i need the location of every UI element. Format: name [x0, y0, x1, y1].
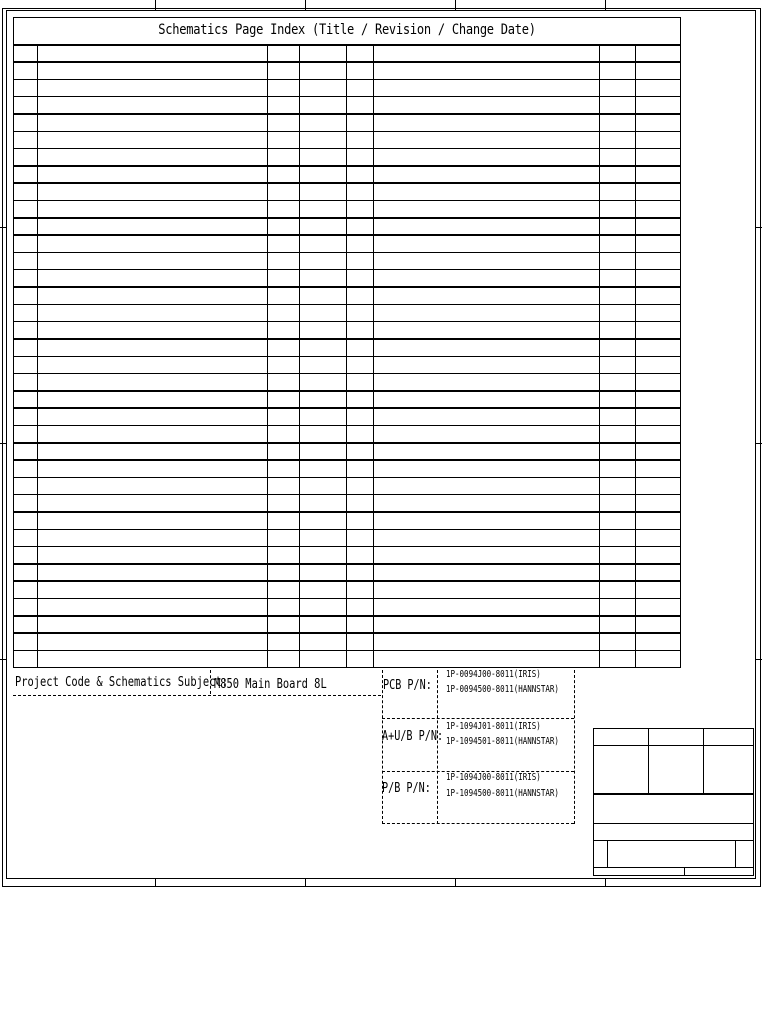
- index-row-line: [14, 373, 680, 375]
- title-block-line: [594, 867, 753, 868]
- index-row-line: [14, 182, 680, 184]
- index-row-line: [14, 96, 680, 98]
- pb-pn-line-1: 1P-1094J00-8011(IRIS): [446, 772, 541, 783]
- title-block-line: [594, 840, 753, 841]
- pb-pn-line-2: 1P-1094500-8011(HANNSTAR): [446, 788, 559, 799]
- index-column-line: [599, 44, 600, 667]
- pn-separator: [382, 718, 574, 719]
- index-row-line: [14, 356, 680, 358]
- index-row-line: [14, 511, 680, 513]
- index-row-line: [14, 615, 680, 617]
- index-row-line: [14, 407, 680, 409]
- aub-pn-line-2: 1P-1094501-8011(HANNSTAR): [446, 736, 559, 747]
- index-row-line: [14, 321, 680, 323]
- index-row-line: [14, 598, 680, 600]
- index-row-line: [14, 217, 680, 219]
- index-column-line: [37, 44, 38, 667]
- zone-tick: [605, 878, 606, 887]
- index-column-line: [267, 44, 268, 667]
- pn-right-edge: [574, 670, 575, 824]
- index-row-line: [14, 650, 680, 652]
- zone-tick: [305, 878, 306, 887]
- zone-tick: [155, 0, 156, 10]
- zone-tick: [0, 443, 6, 444]
- zone-tick: [305, 0, 306, 10]
- index-grid: [14, 44, 680, 667]
- index-row-line: [14, 580, 680, 582]
- index-row-line: [14, 286, 680, 288]
- index-row-line: [14, 113, 680, 115]
- index-column-line: [635, 44, 636, 667]
- index-row-line: [14, 546, 680, 548]
- index-row-line: [14, 269, 680, 271]
- pcb-pn-label: PCB P/N:: [383, 678, 432, 693]
- pcb-pn-line-2: 1P-0094500-8011(HANNSTAR): [446, 684, 559, 695]
- index-row-line: [14, 442, 680, 444]
- subject-label: Project Code & Schematics Subject:: [15, 675, 228, 690]
- index-row-line: [14, 131, 680, 133]
- index-row-line: [14, 79, 680, 81]
- index-row-line: [14, 148, 680, 150]
- pcb-pn-line-1: 1P-0094J00-8011(IRIS): [446, 669, 541, 680]
- title-block-line: [735, 840, 736, 867]
- zone-tick: [0, 659, 6, 660]
- zone-tick: [605, 0, 606, 10]
- zone-tick: [155, 878, 156, 887]
- index-row-line: [14, 252, 680, 254]
- zone-tick: [756, 659, 762, 660]
- index-row-line: [14, 234, 680, 236]
- subject-value: M850 Main Board 8L: [214, 677, 327, 692]
- title-block-line: [607, 840, 608, 867]
- index-row-line: [14, 529, 680, 531]
- title-block-line: [684, 867, 685, 876]
- pn-divider: [437, 670, 438, 824]
- index-column-line: [373, 44, 374, 667]
- index-column-line: [346, 44, 347, 667]
- zone-tick: [455, 878, 456, 887]
- zone-tick: [0, 227, 6, 228]
- index-row-line: [14, 632, 680, 634]
- index-row-line: [14, 459, 680, 461]
- page-index-table: [13, 17, 681, 668]
- index-column-line: [299, 44, 300, 667]
- subject-underline: [13, 695, 381, 696]
- page-index-title: Schematics Page Index (Title / Revision / Change Date): [158, 22, 536, 38]
- index-row-line: [14, 477, 680, 479]
- title-block-line: [594, 745, 753, 746]
- title-block-line: [703, 729, 704, 793]
- pn-left-edge: [382, 670, 383, 824]
- zone-tick: [756, 227, 762, 228]
- index-row-line: [14, 200, 680, 202]
- pb-pn-label: P/B P/N:: [382, 781, 431, 796]
- zone-tick: [455, 0, 456, 10]
- index-row-line: [14, 165, 680, 167]
- index-row-line: [14, 61, 680, 63]
- index-row-line: [14, 390, 680, 392]
- index-row-line: [14, 338, 680, 340]
- index-row-line: [14, 44, 680, 46]
- aub-pn-line-1: 1P-1094J01-8011(IRIS): [446, 721, 541, 732]
- subject-divider: [210, 670, 211, 694]
- index-row-line: [14, 494, 680, 496]
- index-row-line: [14, 425, 680, 427]
- index-row-line: [14, 563, 680, 565]
- title-block-line: [594, 793, 753, 795]
- title-block-line: [648, 729, 649, 793]
- title-block-line: [594, 823, 753, 824]
- index-row-line: [14, 304, 680, 306]
- pn-bottom-edge: [382, 823, 574, 824]
- zone-tick: [756, 443, 762, 444]
- aub-pn-label: A+U/B P/N:: [382, 729, 444, 744]
- title-block: [593, 728, 754, 876]
